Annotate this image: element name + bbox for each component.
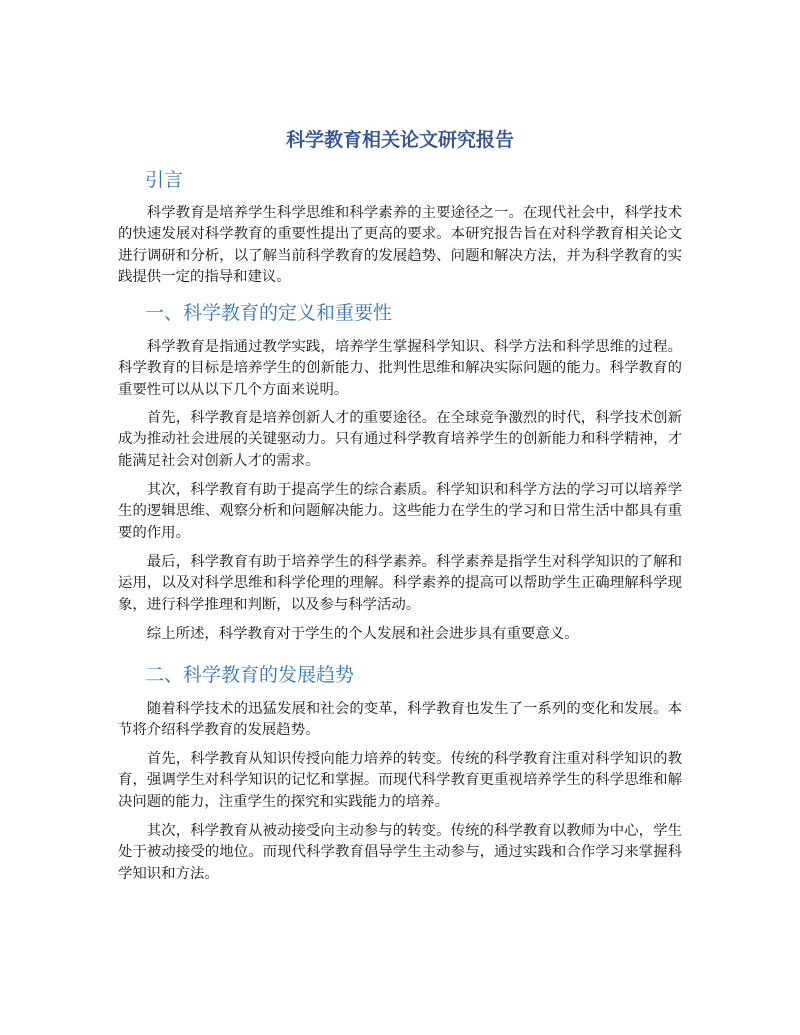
intro-heading: 引言 <box>145 169 184 191</box>
section-1-paragraph-5: 综上所述，科学教育对于学生的个人发展和社会进步具有重要意义。 <box>146 626 579 642</box>
section-2-heading: 二、科学教育的发展趋势 <box>145 664 355 686</box>
section-1-heading: 一、科学教育的定义和重要性 <box>145 302 393 324</box>
section-2-paragraph-2: 首先，科学教育从知识传授向能力培养的转变。传统的科学教育注重对科学知识的教育，强调学生对科学知识的记忆和掌握。而现代科学教育更重视培养学生的科学思维和解决问题的能力，注重学生的探究和实践能力的培养。 <box>118 751 682 810</box>
section-1-paragraph-4: 最后，科学教育有助于培养学生的科学素养。科学素养是指学生对科学知识的了解和运用，以及对科学思维和科学伦理的理解。科学素养的提高可以帮助学生正确理解科学现象，进行科学推理和判断，以及参与科学活动。 <box>118 554 682 613</box>
section-2-paragraph-3: 其次，科学教育从被动接受向主动参与的转变。传统的科学教育以教师为中心，学生处于被动接受的地位。而现代科学教育倡导学生主动参与，通过实践和合作学习来掌握科学知识和方法。 <box>118 823 682 882</box>
section-1-paragraph-1: 科学教育是指通过教学实践，培养学生掌握科学知识、科学方法和科学思维的过程。科学教育的目标是培养学生的创新能力、批判性思维和解决实际问题的能力。科学教育的重要性可以从以下几个方面来说明。 <box>118 339 682 398</box>
section-2-paragraph-1: 随着科学技术的迅猛发展和社会的变革，科学教育也发生了一系列的变化和发展。本节将介绍科学教育的发展趋势。 <box>118 701 682 739</box>
section-1-paragraph-3: 其次，科学教育有助于提高学生的综合素质。科学知识和科学方法的学习可以培养学生的逻辑思维、观察分析和问题解决能力。这些能力在学生的学习和日常生活中都具有重要的作用。 <box>118 482 682 541</box>
intro-paragraph: 科学教育是培养学生科学思维和科学素养的主要途径之一。在现代社会中，科学技术的快速发展对科学教育的重要性提出了更高的要求。本研究报告旨在对科学教育相关论文进行调研和分析，以了解当前科学教育的发展趋势、问题和解决方法，并为科学教育的实践提供一定的指导和建议。 <box>118 205 682 285</box>
page-title: 科学教育相关论文研究报告 <box>285 129 514 151</box>
section-1-paragraph-2: 首先，科学教育是培养创新人才的重要途径。在全球竞争激烈的时代，科学技术创新成为推动社会进展的关键驱动力。只有通过科学教育培养学生的创新能力和科学精神，才能满足社会对创新人才的需求。 <box>118 410 682 469</box>
